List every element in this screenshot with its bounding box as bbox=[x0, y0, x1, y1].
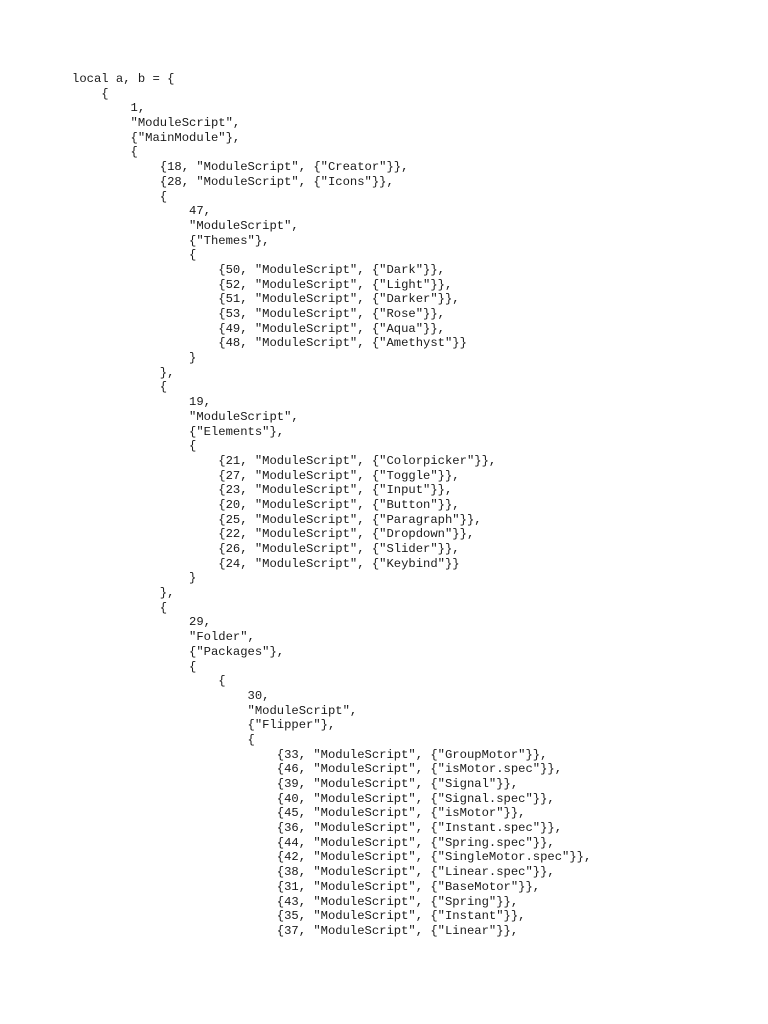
code-line: {"Packages"}, bbox=[72, 644, 285, 659]
code-line: 1, bbox=[72, 101, 146, 116]
code-line: { bbox=[72, 248, 197, 263]
code-line: {27, "ModuleScript", {"Toggle"}}, bbox=[72, 468, 460, 483]
code-line: {39, "ModuleScript", {"Signal"}}, bbox=[72, 777, 519, 791]
code-line: {51, "ModuleScript", {"Darker"}}, bbox=[72, 292, 460, 307]
code-line: {50, "ModuleScript", {"Dark"}}, bbox=[72, 262, 445, 277]
code-line: {38, "ModuleScript", {"Linear.spec"}}, bbox=[72, 865, 555, 880]
code-line: } bbox=[72, 571, 197, 586]
code-line: { bbox=[72, 439, 197, 454]
code-line: {49, "ModuleScript", {"Aqua"}}, bbox=[72, 321, 445, 336]
code-line: { bbox=[72, 732, 255, 747]
code-line: {36, "ModuleScript", {"Instant.spec"}}, bbox=[72, 821, 563, 836]
code-line: {"MainModule"}, bbox=[72, 130, 241, 145]
code-line: {45, "ModuleScript", {"isMotor"}}, bbox=[72, 806, 526, 821]
code-line: {25, "ModuleScript", {"Paragraph"}}, bbox=[72, 512, 482, 527]
code-line: {40, "ModuleScript", {"Signal.spec"}}, bbox=[72, 791, 555, 806]
code-line: 30, bbox=[72, 688, 270, 703]
code-line: 29, bbox=[72, 615, 211, 630]
code-line: "ModuleScript", bbox=[72, 703, 358, 718]
code-line: { bbox=[72, 189, 168, 204]
code-line: "Folder", bbox=[72, 630, 255, 645]
code-line: { bbox=[72, 380, 168, 395]
code-line: {46, "ModuleScript", {"isMotor.spec"}}, bbox=[72, 762, 563, 777]
code-line: local a, b = { bbox=[72, 72, 175, 86]
code-line: {37, "ModuleScript", {"Linear"}}, bbox=[72, 923, 519, 938]
code-line: {43, "ModuleScript", {"Spring"}}, bbox=[72, 894, 519, 909]
code-line: { bbox=[72, 674, 226, 689]
code-line: {18, "ModuleScript", {"Creator"}}, bbox=[72, 160, 409, 175]
code-line: {33, "ModuleScript", {"GroupMotor"}}, bbox=[72, 747, 548, 762]
code-listing bbox=[72, 72, 591, 939]
code-line: 19, bbox=[72, 395, 211, 410]
code-line: {28, "ModuleScript", {"Icons"}}, bbox=[72, 174, 394, 189]
code-line: } bbox=[72, 351, 197, 366]
code-line: {24, "ModuleScript", {"Keybind"}} bbox=[72, 556, 460, 571]
code-line: {42, "ModuleScript", {"SingleMotor.spec"}}, bbox=[72, 850, 592, 865]
code-line: { bbox=[72, 86, 109, 101]
code-line: { bbox=[72, 659, 197, 674]
code-line: {23, "ModuleScript", {"Input"}}, bbox=[72, 483, 453, 498]
code-line: {22, "ModuleScript", {"Dropdown"}}, bbox=[72, 527, 475, 542]
code-line: {26, "ModuleScript", {"Slider"}}, bbox=[72, 542, 460, 556]
code-line: {"Elements"}, bbox=[72, 424, 285, 439]
code-line: {35, "ModuleScript", {"Instant"}}, bbox=[72, 909, 526, 924]
code-line: {53, "ModuleScript", {"Rose"}}, bbox=[72, 307, 445, 321]
code-line: {20, "ModuleScript", {"Button"}}, bbox=[72, 497, 460, 512]
code-line: }, bbox=[72, 586, 175, 601]
code-line: "ModuleScript", bbox=[72, 218, 299, 233]
code-line: { bbox=[72, 600, 168, 615]
code-line: {"Flipper"}, bbox=[72, 718, 336, 733]
code-line: {48, "ModuleScript", {"Amethyst"}} bbox=[72, 336, 467, 351]
code-line: {52, "ModuleScript", {"Light"}}, bbox=[72, 277, 453, 292]
code-line: "ModuleScript", bbox=[72, 409, 299, 424]
code-line: }, bbox=[72, 365, 175, 380]
code-line: 47, bbox=[72, 204, 211, 219]
code-line: {21, "ModuleScript", {"Colorpicker"}}, bbox=[72, 453, 497, 468]
code-line: { bbox=[72, 145, 138, 160]
code-line: "ModuleScript", bbox=[72, 116, 241, 131]
code-line: {"Themes"}, bbox=[72, 233, 270, 248]
code-line: {31, "ModuleScript", {"BaseMotor"}}, bbox=[72, 879, 541, 894]
code-line: {44, "ModuleScript", {"Spring.spec"}}, bbox=[72, 835, 555, 850]
